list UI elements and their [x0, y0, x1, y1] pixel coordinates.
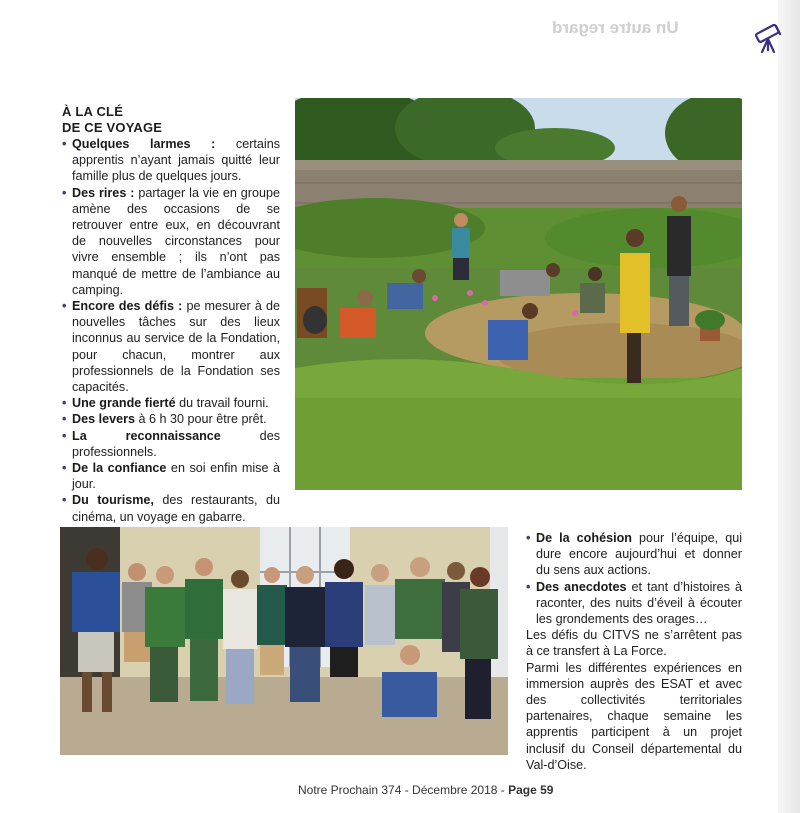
heading-line-1: À LA CLÉ	[62, 104, 124, 119]
list-item: • De la confiance en soi enfin mise à jour.	[62, 460, 280, 492]
telescope-icon	[752, 20, 788, 56]
list-item: • Des anecdotes et tant d’histoires à raconter, des nuits d’éveil à écouter les grondements des orages…	[526, 579, 742, 628]
group-photo	[60, 527, 508, 755]
publication-info: Notre Prochain 374 - Décembre 2018 -	[298, 783, 509, 797]
page-footer	[298, 783, 553, 797]
benefits-list	[62, 136, 280, 573]
list-item: • De la cohésion pour l’équipe, qui dure encore aujourd’hui et donner du sens aux actions.	[526, 530, 742, 579]
heading-line-2: DE CE VOYAGE	[62, 119, 163, 135]
section-title-mirrored: Un autre regard	[552, 18, 679, 37]
list-item: • Une grande fierté du travail fourni.	[62, 395, 280, 411]
list-item: • La reconnaissance des professionnels.	[62, 428, 280, 460]
list-item: • Encore des défis : pe mesurer à de nouvelles tâches sur des lieux inconnus au service de la Fondation, pour chacun, montrer aux professionnels de la Fondation ses capacités.	[62, 298, 280, 395]
list-item: • Quelques larmes : certains apprentis n’ayant jamais quitté leur famille plus de quelques jours.	[62, 136, 280, 185]
left-text-column	[62, 104, 280, 573]
box-heading	[62, 104, 280, 135]
benefits-list-continued	[526, 530, 742, 627]
body-paragraph: Les défis du CITVS ne s’arrêtent pas à ce transfert à La Force.	[526, 628, 742, 659]
page-number: Page 59	[508, 783, 554, 797]
body-paragraph: Parmi les différentes expériences en immersion auprès des ESAT et avec des collectivités territoriales partenaires, chaque semaine les apprentis participent à un projet inclusif du Conseil départemental du Val-d’Oise.	[526, 660, 742, 772]
right-text-column	[526, 530, 742, 773]
list-item: • Du tourisme, des restaurants, du cinéma, un voyage en gabarre.	[62, 492, 280, 524]
list-item: • Des rires : partager la vie en groupe amène des occasions de se retrouver entre eux, en découvrant de nouvelles circonstances pour vivre ensemble ; ils n’ont pas manqué de mettre de l’ambiance au camping.	[62, 185, 280, 298]
garden-work-photo	[295, 98, 742, 490]
page-edge-shadow	[778, 0, 800, 813]
list-item: • Des levers à 6 h 30 pour être prêt.	[62, 411, 280, 427]
